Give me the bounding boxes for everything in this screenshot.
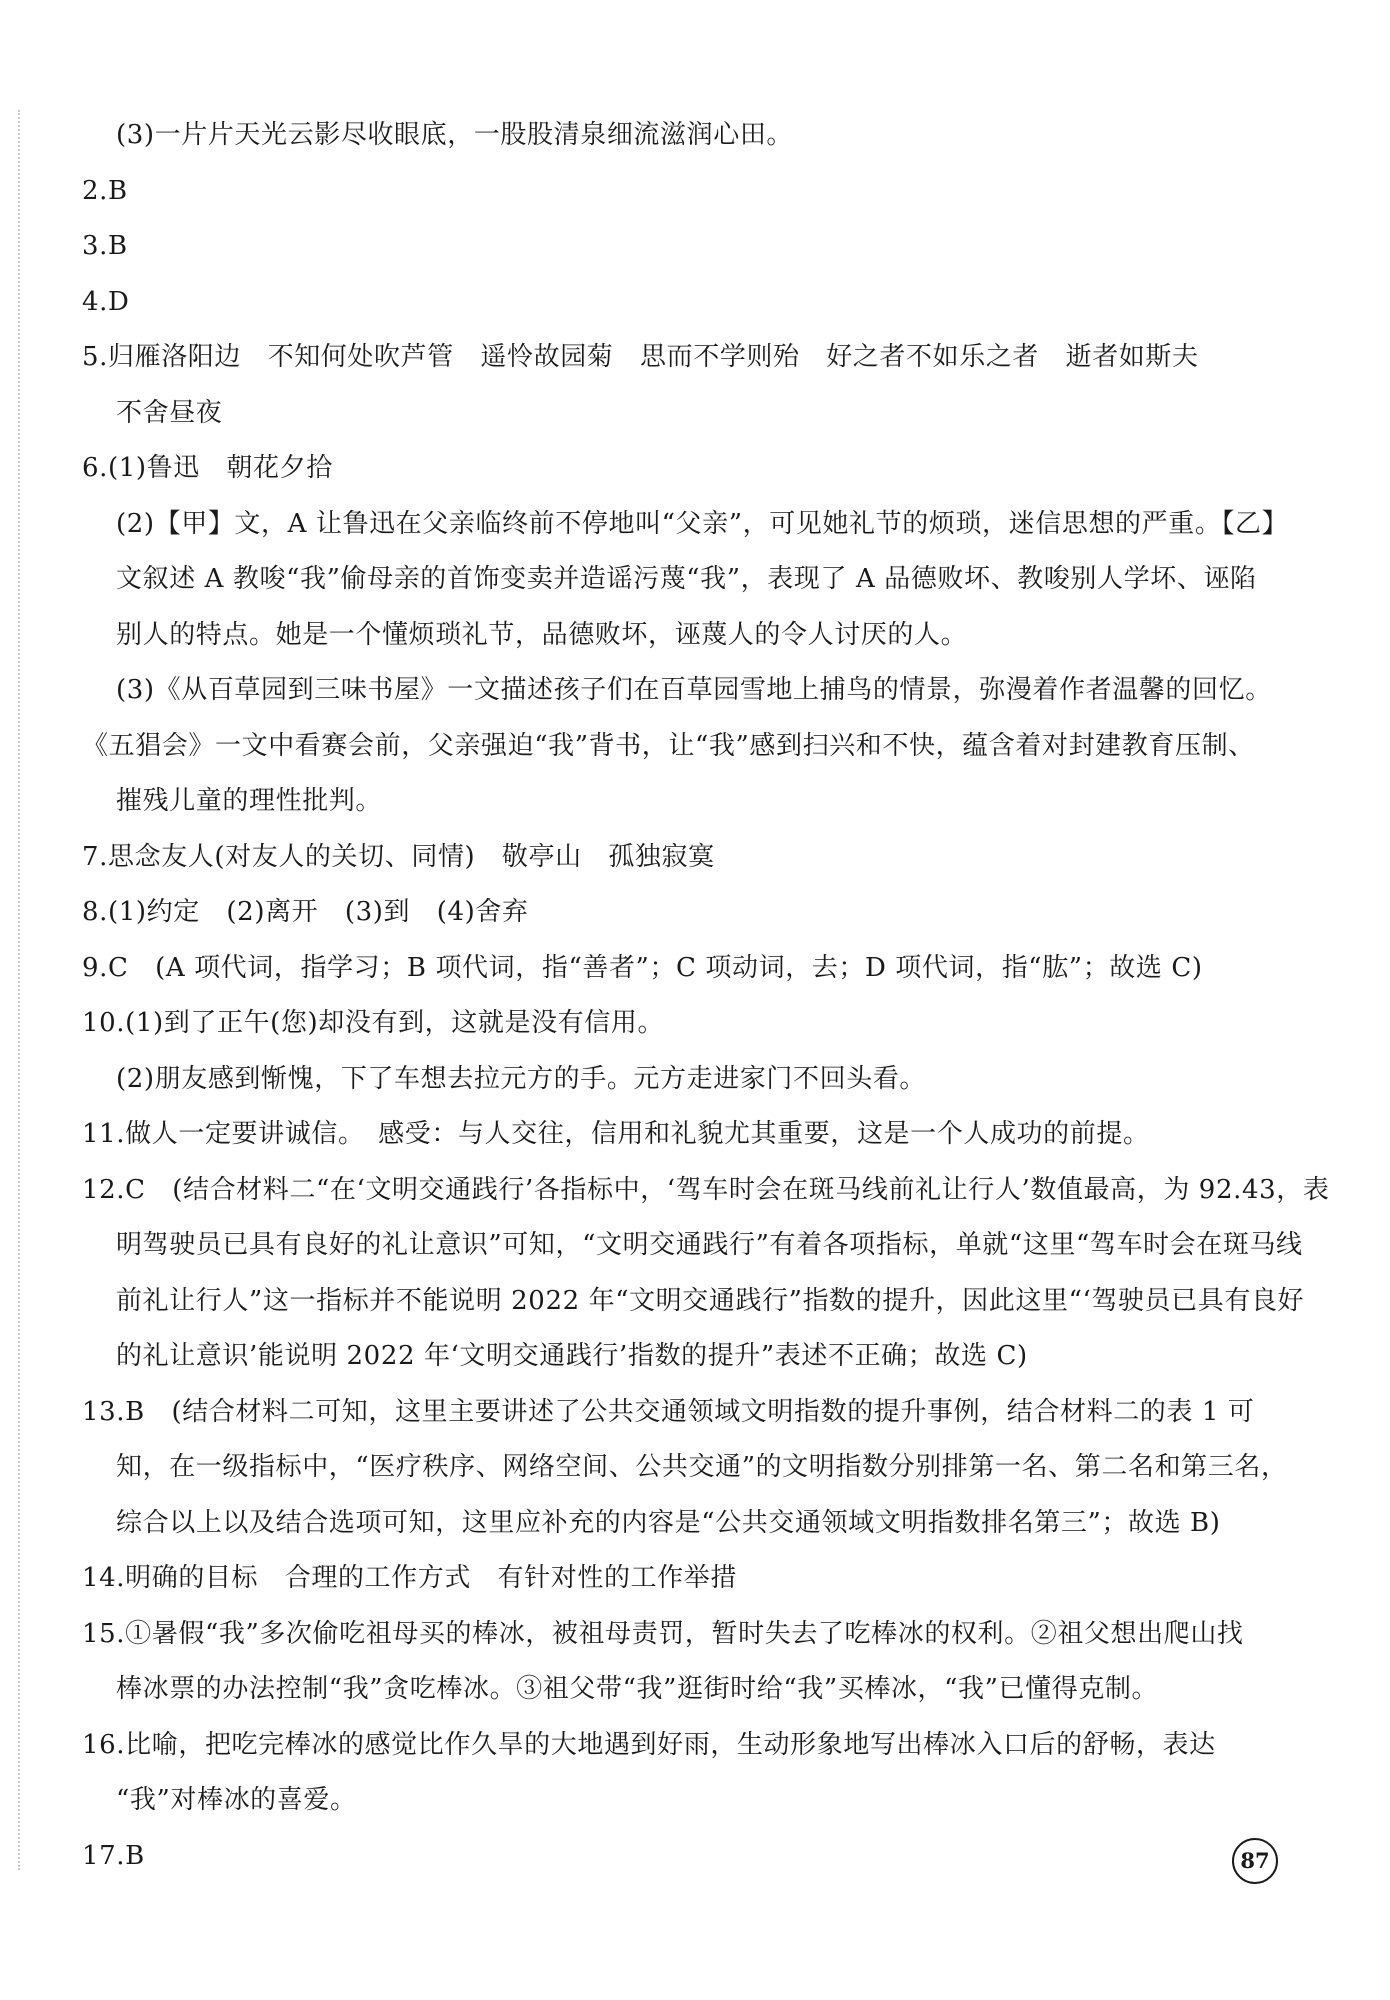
answer-line: 2.B (82, 175, 128, 206)
answer-line: 8.(1)约定 (2)离开 (3)到 (4)舍弃 (82, 897, 529, 927)
answer-line: 综合以上以及结合选项可知，这里应补充的内容是“公共交通领域文明指数排名第三”；故选 B) (116, 1507, 1221, 1538)
margin-dotted-line (18, 110, 20, 1870)
answer-line: 11.做人一定要讲诚信。 感受：与人交往，信用和礼貌尤其重要，这是一个人成功的前提。 (82, 1119, 1150, 1149)
answer-line: 15.①暑假“我”多次偷吃祖母买的棒冰，被祖母责罚，暂时失去了吃棒冰的权利。②祖父想出爬山找 (82, 1618, 1244, 1649)
answer-line: 10.(1)到了正午(您)却没有到，这就是没有信用。 (82, 1008, 665, 1038)
answer-line: 不舍昼夜 (116, 397, 223, 428)
answer-line: 明驾驶员已具有良好的礼让意识”可知，“文明交通践行”有着各项指标，单就“这里“驾车时会在斑马线 (116, 1230, 1303, 1260)
answer-line: 16.比喻，把吃完棒冰的感觉比作久旱的大地遇到好雨，生动形象地写出棒冰入口后的舒畅，表达 (82, 1729, 1216, 1760)
answer-line: (2)朋友感到惭愧，下了车想去拉元方的手。元方走进家门不回头看。 (116, 1063, 927, 1094)
answer-line: 摧残儿童的理性批判。 (116, 786, 383, 816)
answer-line: 14.明确的目标 合理的工作方式 有针对性的工作举措 (82, 1563, 737, 1593)
answer-line: 的礼让意识’能说明 2022 年‘文明交通践行’指数的提升”表述不正确；故选 C) (116, 1341, 1028, 1371)
answer-line: 7.思念友人(对友人的关切、同情) 敬亭山 孤独寂寞 (82, 841, 715, 872)
answer-line: 17.B (82, 1840, 145, 1871)
answer-line: 5.归雁洛阳边 不知何处吹芦管 遥怜故园菊 思而不学则殆 好之者不如乐之者 逝者如斯夫 (82, 342, 1199, 372)
answer-key-body (82, 108, 1330, 1884)
page-number: 87 (1232, 1838, 1278, 1884)
answer-line: (2)【甲】文，A 让鲁迅在父亲临终前不停地叫“父亲”，可见她礼节的烦琐，迷信思想的严重。【乙】 (116, 508, 1289, 539)
answer-line: 9.C (A 项代词，指学习；B 项代词，指“善者”；C 项动词，去；D 项代词，指“肱”；故选 C) (82, 952, 1203, 983)
answer-line: 棒冰票的办法控制“我”贪吃棒冰。③祖父带“我”逛街时给“我”买棒冰，“我”已懂得克制。 (116, 1674, 1159, 1704)
answer-line: 《五猖会》一文中看赛会前，父亲强迫“我”背书，让“我”感到扫兴和不快，蕴含着对封建教育压制、 (82, 730, 1255, 761)
answer-line: 前礼让行人”这一指标并不能说明 2022 年“文明交通践行”指数的提升，因此这里“‘驾驶员已具有良好 (116, 1285, 1305, 1316)
answer-line: 13.B (结合材料二可知，这里主要讲述了公共交通领域文明指数的提升事例，结合材料二的表 1 可 (82, 1396, 1255, 1427)
answer-line: 3.B (82, 231, 128, 261)
answer-line: 4.D (82, 286, 130, 317)
answer-line: (3)《从百草园到三味书屋》一文描述孩子们在百草园雪地上捕鸟的情景，弥漫着作者温馨的回忆。 (116, 675, 1272, 705)
answer-line: 12.C (结合材料二“在‘文明交通践行’各指标中，‘驾车时会在斑马线前礼让行人’数值最高，为 92.43，表 (82, 1174, 1330, 1205)
answer-line: (3)一片片天光云影尽收眼底，一股股清泉细流滋润心田。 (116, 120, 794, 150)
answer-line: 6.(1)鲁迅 朝花夕拾 (82, 453, 333, 483)
answer-line: “我”对棒冰的喜爱。 (116, 1785, 357, 1815)
answer-line: 别人的特点。她是一个懂烦琐礼节，品德败坏，诬蔑人的令人讨厌的人。 (116, 619, 968, 650)
answer-line: 文叙述 A 教唆“我”偷母亲的首饰变卖并造谣污蔑“我”，表现了 A 品德败坏、教唆别人学坏、诬陷 (116, 564, 1257, 594)
answer-line: 知，在一级指标中，“医疗秩序、网络空间、公共交通”的文明指数分别排第一名、第二名和第三名， (116, 1452, 1288, 1482)
